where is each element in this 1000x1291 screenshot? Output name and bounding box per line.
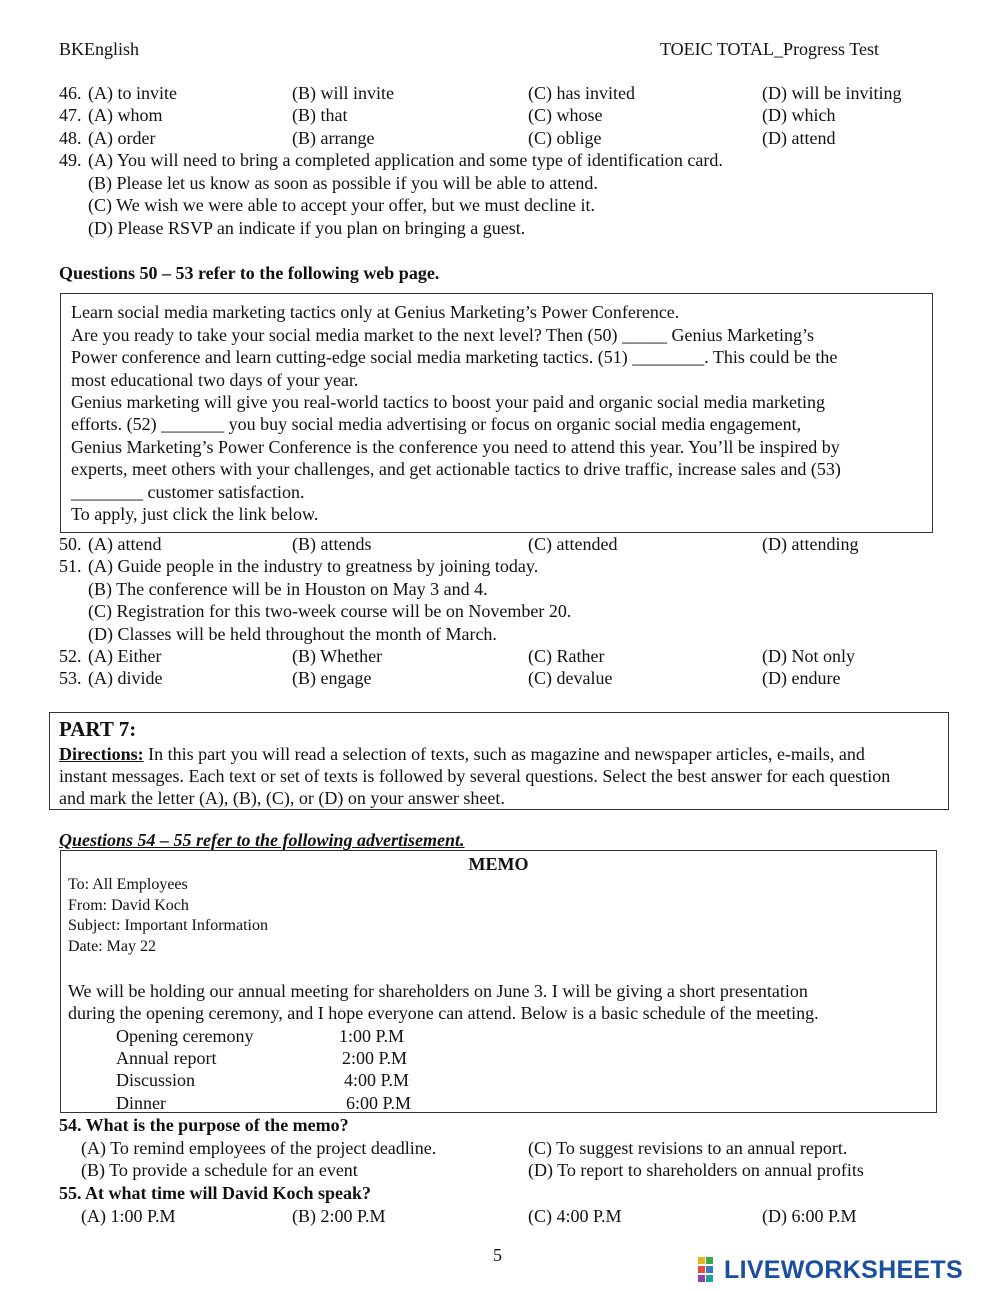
question-number: 52. — [59, 646, 82, 666]
passage-line: experts, meet others with your challenges, and get actionable tactics to drive traffic, increase sales and (53) — [71, 459, 841, 479]
part-title: PART 7: — [59, 717, 137, 741]
option-c: (C) To suggest revisions to an annual report. — [528, 1138, 848, 1158]
option-d: (D) endure — [762, 668, 841, 688]
header-right: TOEIC TOTAL_Progress Test — [660, 39, 879, 59]
passage-line: ________ customer satisfaction. — [71, 482, 305, 502]
option-c: (C) oblige — [528, 128, 602, 148]
option-c: (C) devalue — [528, 668, 613, 688]
question-row — [0, 127, 1000, 149]
passage-line: most educational two days of your year. — [71, 370, 359, 390]
question-number: 49. — [59, 150, 82, 170]
option-c: (C) Registration for this two-week course will be on November 20. — [88, 601, 572, 621]
option-d: (D) which — [762, 105, 836, 125]
directions-line: and mark the letter (A), (B), (C), or (D) on your answer sheet. — [59, 788, 505, 808]
schedule-time: 1:00 P.M — [339, 1026, 405, 1046]
option-d: (D) Not only — [762, 646, 855, 666]
question-number: 48. — [59, 128, 82, 148]
question-row — [0, 82, 1000, 104]
logo-text: LIVEWORKSHEETS — [724, 1255, 963, 1284]
option-a: (A) order — [88, 128, 156, 148]
option-a: (A) 1:00 P.M — [81, 1206, 176, 1226]
option-a: (A) Either — [88, 646, 162, 666]
question-number: 53. — [59, 668, 82, 688]
question-row — [0, 104, 1000, 126]
option-d: (D) will be inviting — [762, 83, 902, 103]
passage-line: Learn social media marketing tactics only at Genius Marketing’s Power Conference. — [71, 302, 680, 322]
option-b: (B) Whether — [292, 646, 383, 666]
schedule-time: 4:00 P.M — [344, 1070, 410, 1090]
schedule-time: 6:00 P.M — [346, 1093, 412, 1113]
option-d: (D) attend — [762, 128, 836, 148]
question-row — [0, 533, 1000, 555]
question-number: 47. — [59, 105, 82, 125]
option-a: (A) to invite — [88, 83, 177, 103]
schedule-event: Annual report — [116, 1048, 217, 1068]
directions-text: In this part you will read a selection of texts, such as magazine and newspaper articles, e-mails, and — [143, 744, 865, 764]
passage-line: Power conference and learn cutting-edge social media marketing tactics. (51) ________. This could be the — [71, 347, 838, 367]
memo-subject: Subject: Important Information — [68, 917, 268, 934]
passage-line: Are you ready to take your social media market to the next level? Then (50) _____ Genius Marketing’s — [71, 325, 814, 345]
page-number: 5 — [493, 1245, 502, 1265]
question-row — [0, 667, 1000, 689]
option-d: (D) Please RSVP an indicate if you plan on bringing a guest. — [88, 218, 526, 238]
option-d: (D) Classes will be held throughout the month of March. — [88, 624, 497, 644]
option-a: (A) To remind employees of the project deadline. — [81, 1138, 437, 1158]
option-c: (C) 4:00 P.M — [528, 1206, 622, 1226]
section-heading: Questions 54 – 55 refer to the following advertisement. — [59, 830, 465, 850]
option-b: (B) engage — [292, 668, 372, 688]
option-a: (A) Guide people in the industry to greatness by joining today. — [88, 556, 539, 576]
question-text: 54. What is the purpose of the memo? — [59, 1115, 349, 1135]
option-d: (D) 6:00 P.M — [762, 1206, 857, 1226]
memo-date: Date: May 22 — [68, 938, 156, 955]
option-c: (C) has invited — [528, 83, 635, 103]
passage-line: To apply, just click the link below. — [71, 504, 319, 524]
option-b: (B) The conference will be in Houston on May 3 and 4. — [88, 579, 488, 599]
option-b: (B) To provide a schedule for an event — [81, 1160, 358, 1180]
question-number: 50. — [59, 534, 82, 554]
memo-body-line: We will be holding our annual meeting for shareholders on June 3. I will be giving a short presentation — [68, 981, 808, 1001]
part7-directions-box — [49, 712, 949, 810]
option-b: (B) 2:00 P.M — [292, 1206, 386, 1226]
schedule-event: Discussion — [116, 1070, 196, 1090]
option-a: (A) divide — [88, 668, 163, 688]
option-b: (B) that — [292, 105, 348, 125]
passage-line: efforts. (52) _______ you buy social media advertising or focus on organic social media engagement, — [71, 414, 802, 434]
question-row — [0, 645, 1000, 667]
option-a: (A) attend — [88, 534, 162, 554]
header-left: BKEnglish — [59, 39, 140, 59]
question-text: 55. At what time will David Koch speak? — [59, 1183, 372, 1203]
option-d: (D) attending — [762, 534, 859, 554]
option-c: (C) Rather — [528, 646, 605, 666]
option-c: (C) whose — [528, 105, 603, 125]
memo-from: From: David Koch — [68, 897, 189, 914]
passage-line: Genius marketing will give you real-world tactics to boost your paid and organic social media marketing — [71, 392, 825, 412]
option-b: (B) arrange — [292, 128, 375, 148]
directions-line — [59, 743, 865, 765]
schedule-event: Dinner — [116, 1093, 166, 1113]
option-b: (B) attends — [292, 534, 372, 554]
option-a: (A) You will need to bring a completed application and some type of identification card. — [88, 150, 723, 170]
section-heading: Questions 50 – 53 refer to the following web page. — [59, 263, 440, 283]
liveworksheets-logo[interactable] — [698, 1255, 963, 1285]
option-c: (C) attended — [528, 534, 618, 554]
memo-body-line: during the opening ceremony, and I hope everyone can attend. Below is a basic schedule of the meeting. — [68, 1003, 819, 1023]
question-number: 51. — [59, 556, 82, 576]
directions-line: instant messages. Each text or set of texts is followed by several questions. Select the best answer for each question — [59, 766, 891, 786]
liveworksheets-logo-icon — [698, 1257, 722, 1283]
passage-line: Genius Marketing’s Power Conference is the conference you need to attend this year. You’ll be inspired by — [71, 437, 840, 457]
option-c: (C) We wish we were able to accept your offer, but we must decline it. — [88, 195, 595, 215]
schedule-event: Opening ceremony — [116, 1026, 254, 1046]
memo-title: MEMO — [468, 854, 529, 874]
schedule-time: 2:00 P.M — [342, 1048, 408, 1068]
option-b: (B) will invite — [292, 83, 394, 103]
memo-box — [60, 850, 937, 1113]
option-d: (D) To report to shareholders on annual profits — [528, 1160, 864, 1180]
webpage-passage — [60, 293, 933, 533]
option-b: (B) Please let us know as soon as possible if you will be able to attend. — [88, 173, 598, 193]
option-a: (A) whom — [88, 105, 163, 125]
memo-to: To: All Employees — [68, 876, 188, 893]
directions-label: Directions: — [59, 744, 144, 764]
question-number: 46. — [59, 83, 82, 103]
